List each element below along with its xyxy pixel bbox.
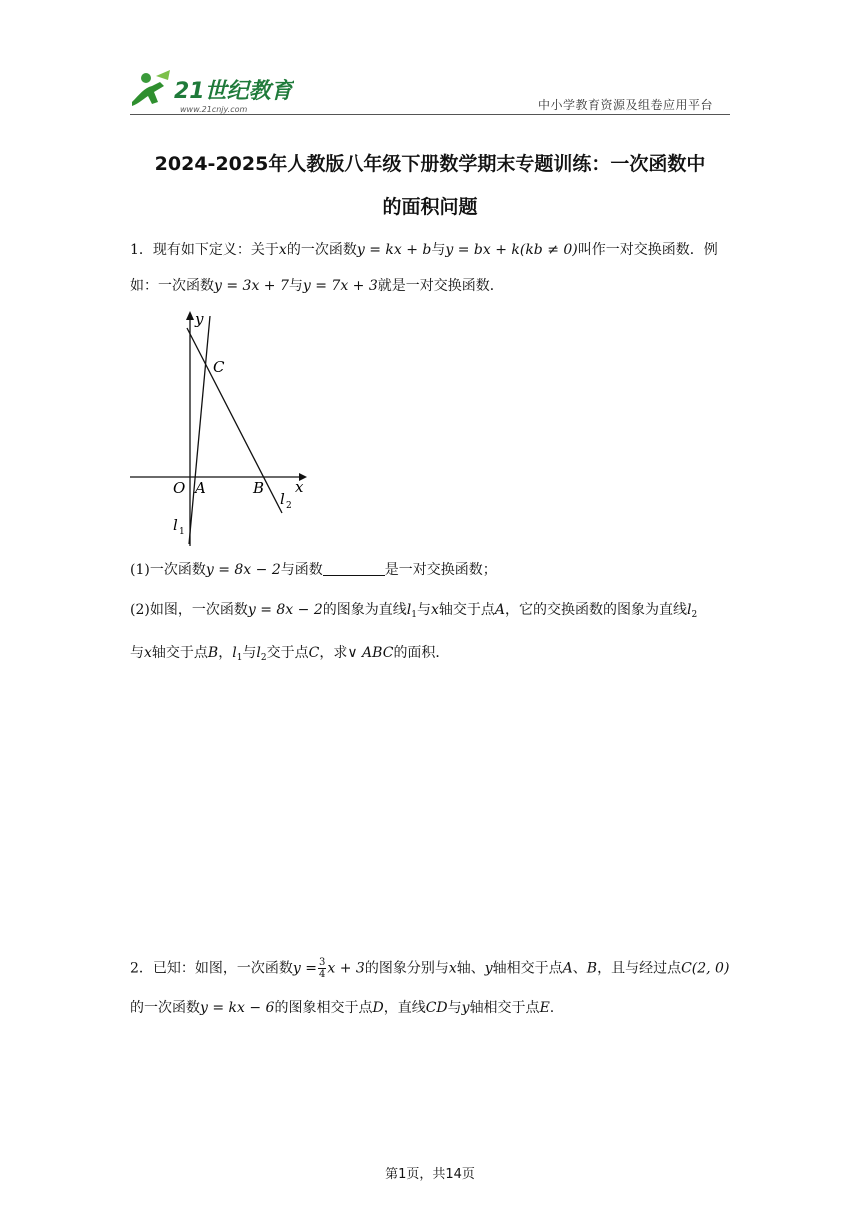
- runner-icon: [132, 70, 170, 106]
- q1-part2-line1: (2)如图，一次函数y = 8x − 2的图象为直线$l_1$与x轴交于点A，它的交换函数的图象为直线$l_2$: [130, 602, 698, 620]
- q1-figure: [125, 308, 315, 548]
- q1-part1: (1)一次函数y = 8x − 2与函数 是一对交换函数；: [130, 562, 497, 578]
- logo-url: www.21cnjy.com: [180, 105, 248, 114]
- q2-line2: 的一次函数y = kx − 6的图象相交于点D，直线CD与y轴相交于点E.: [130, 1000, 555, 1016]
- label-B: B: [253, 479, 265, 497]
- q1-line1: 1．现有如下定义：关于x的一次函数y = kx + b与y = bx + k(kb ≠ 0)叫作一对交换函数．例: [130, 242, 718, 258]
- q1-part2-line2: 与x轴交于点B，$l_1$与$l_2$交于点C，求∨ ABC的面积．: [130, 645, 450, 663]
- label-C: C: [213, 358, 225, 376]
- document-title-line1: 2024-2025年人教版八年级下册数学期末专题训练：一次函数中: [154, 153, 706, 175]
- label-l1: l: [173, 516, 178, 534]
- site-logo: [124, 68, 294, 116]
- label-y: y: [195, 310, 204, 328]
- line-l1: [189, 316, 210, 544]
- label-l2-sub: 2: [286, 501, 292, 511]
- document-title-line2: 的面积问题: [382, 196, 478, 218]
- label-x: x: [295, 478, 304, 496]
- answer-blank[interactable]: [323, 561, 385, 576]
- label-O: O: [173, 479, 186, 497]
- platform-name: 中小学教育资源及组卷应用平台: [538, 98, 714, 112]
- logo-text: 21世纪教育: [174, 79, 293, 104]
- label-A: A: [195, 479, 206, 497]
- header-divider: [130, 114, 730, 115]
- fraction-3-4: $\frac{3}{4}$: [319, 957, 326, 980]
- label-l2: l: [280, 490, 285, 508]
- q1-line2: 如：一次函数y = 3x + 7与y = 7x + 3就是一对交换函数．: [130, 278, 504, 294]
- y-axis-arrow: [186, 311, 194, 320]
- q2-line1: 2．已知：如图，一次函数y = $\frac{3}{4}$ x + 3的图象分别与x轴、y轴相交于点A、B，且与经过点C(2, 0): [130, 957, 730, 980]
- label-l1-sub: 1: [179, 527, 185, 537]
- page-number: 第1页，共14页: [385, 1167, 475, 1182]
